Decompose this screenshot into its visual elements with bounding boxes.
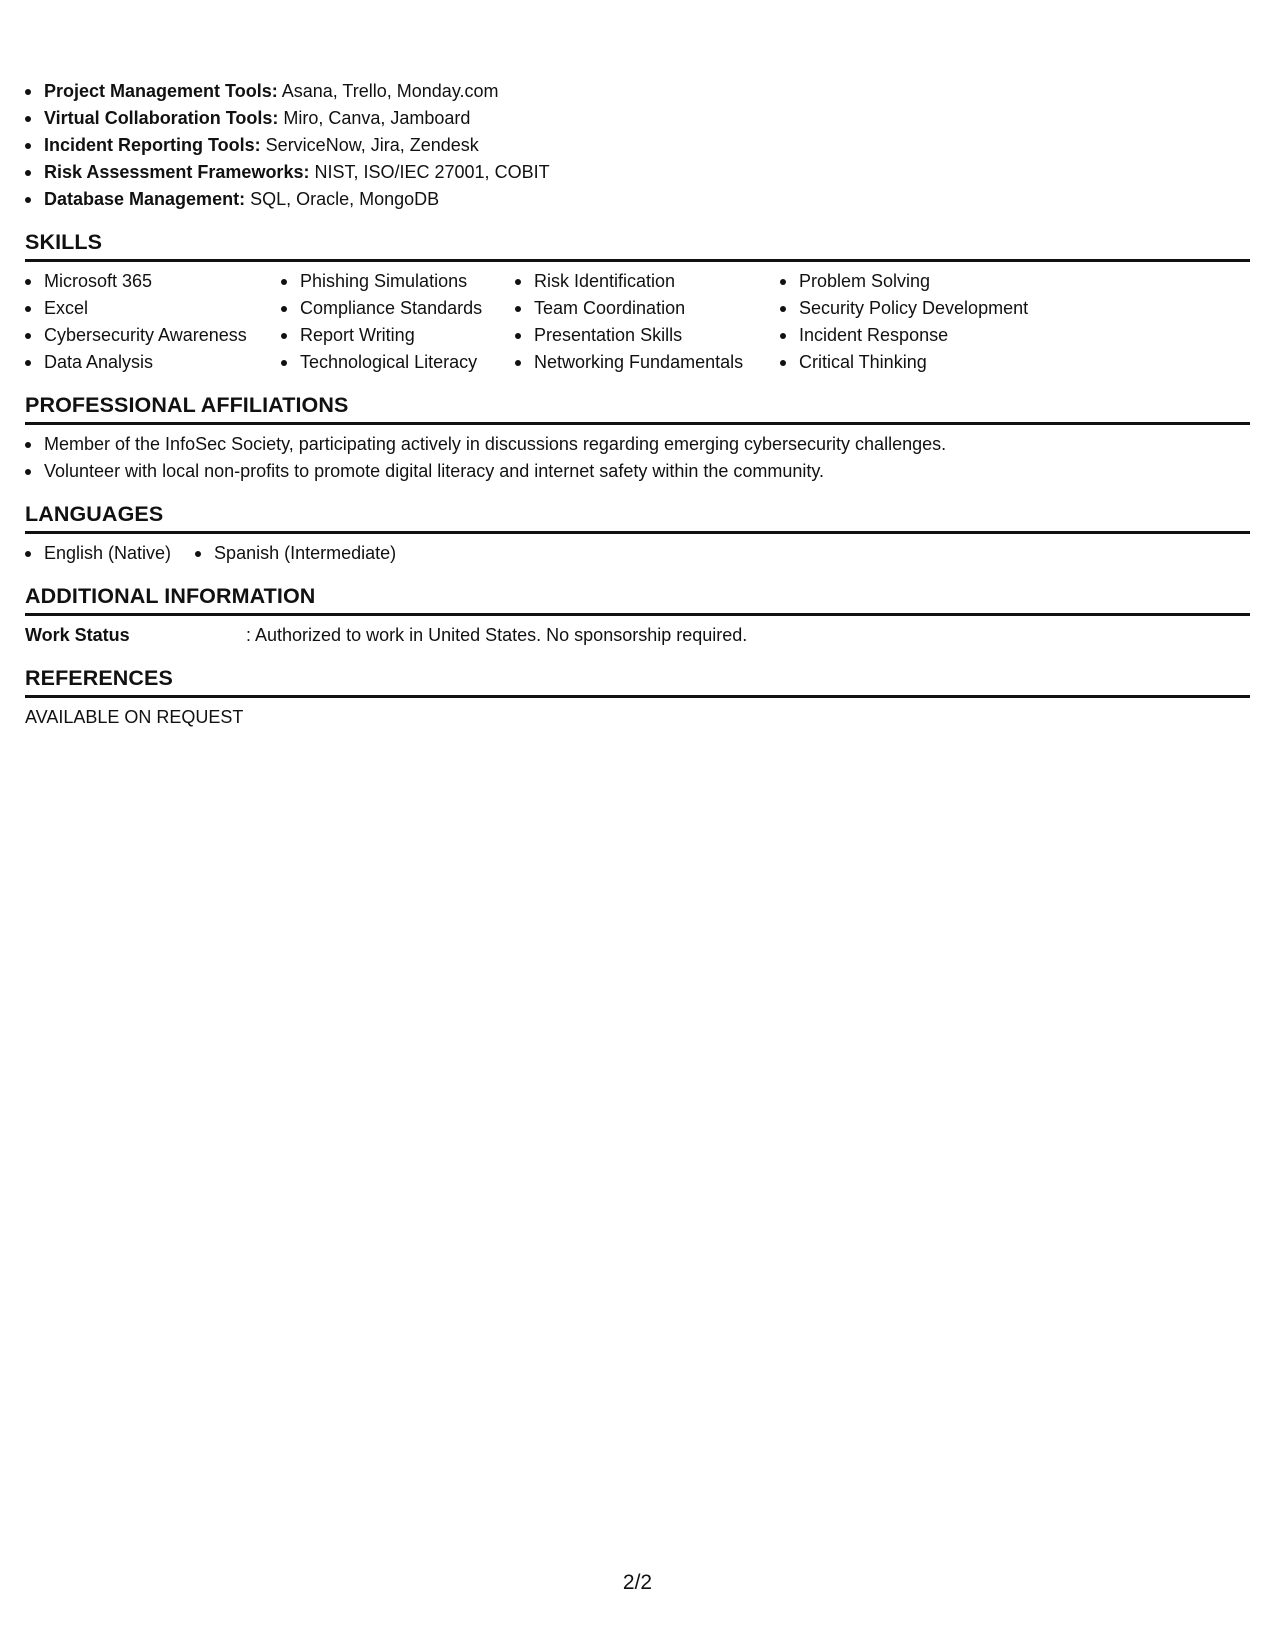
skill-item: Presentation Skills [515,322,780,349]
section-title: REFERENCES [25,666,173,690]
references-text: AVAILABLE ON REQUEST [25,707,244,727]
tool-label: Database Management: [44,189,246,209]
tool-value: SQL, Oracle, MongoDB [250,189,440,209]
languages-list [25,540,1250,567]
section-title: LANGUAGES [25,502,164,526]
tool-value: Asana, Trello, Monday.com [281,81,499,101]
skill-item: Security Policy Development [780,295,1080,322]
skills-section [25,229,1250,376]
languages-section [25,501,1250,567]
skill-item: Technological Literacy [281,349,515,376]
tool-value: NIST, ISO/IEC 27001, COBIT [314,162,550,182]
language-item: English (Native) [25,540,171,567]
skill-item: Report Writing [281,322,515,349]
section-divider [25,695,1250,698]
skill-item: Phishing Simulations [281,268,515,295]
skills-column [780,268,1080,376]
section-title: SKILLS [25,230,103,254]
info-value: : Authorized to work in United States. No sponsorship required. [246,625,748,645]
tool-label: Virtual Collaboration Tools: [44,108,279,128]
skills-column [25,268,281,376]
affiliation-item: Member of the InfoSec Society, participating actively in discussions regarding emerging cybersecurity challenges. [25,431,1250,458]
tool-value: ServiceNow, Jira, Zendesk [265,135,479,155]
tool-label: Incident Reporting Tools: [44,135,261,155]
additional-info-section [25,583,1250,649]
skills-column [281,268,515,376]
list-item [25,78,1250,105]
info-row [25,622,1250,649]
section-title: ADDITIONAL INFORMATION [25,584,316,608]
tool-label: Risk Assessment Frameworks: [44,162,310,182]
skill-item: Compliance Standards [281,295,515,322]
skill-item: Critical Thinking [780,349,1080,376]
skill-item: Excel [25,295,281,322]
skill-item: Incident Response [780,322,1080,349]
list-item [25,186,1250,213]
skill-item: Data Analysis [25,349,281,376]
skills-column [515,268,780,376]
section-title: PROFESSIONAL AFFILIATIONS [25,393,349,417]
affiliations-section [25,392,1250,485]
page-number: 2/2 [622,1571,653,1594]
section-divider [25,422,1250,425]
section-divider [25,531,1250,534]
info-key: Work Status [25,625,130,645]
tool-label: Project Management Tools: [44,81,278,101]
affiliations-list [25,431,1250,485]
skill-item: Risk Identification [515,268,780,295]
skill-item: Team Coordination [515,295,780,322]
tool-value: Miro, Canva, Jamboard [283,108,471,128]
references-section [25,665,1250,731]
section-divider [25,259,1250,262]
resume-page [25,78,1250,731]
list-item [25,159,1250,186]
list-item [25,105,1250,132]
skill-item: Microsoft 365 [25,268,281,295]
language-item: Spanish (Intermediate) [195,540,396,567]
skill-item: Networking Fundamentals [515,349,780,376]
skill-item: Cybersecurity Awareness [25,322,281,349]
affiliation-item: Volunteer with local non-profits to promote digital literacy and internet safety within the community. [25,458,1250,485]
skill-item: Problem Solving [780,268,1080,295]
section-divider [25,613,1250,616]
skills-grid [25,268,1250,376]
tools-list [25,78,1250,213]
list-item [25,132,1250,159]
